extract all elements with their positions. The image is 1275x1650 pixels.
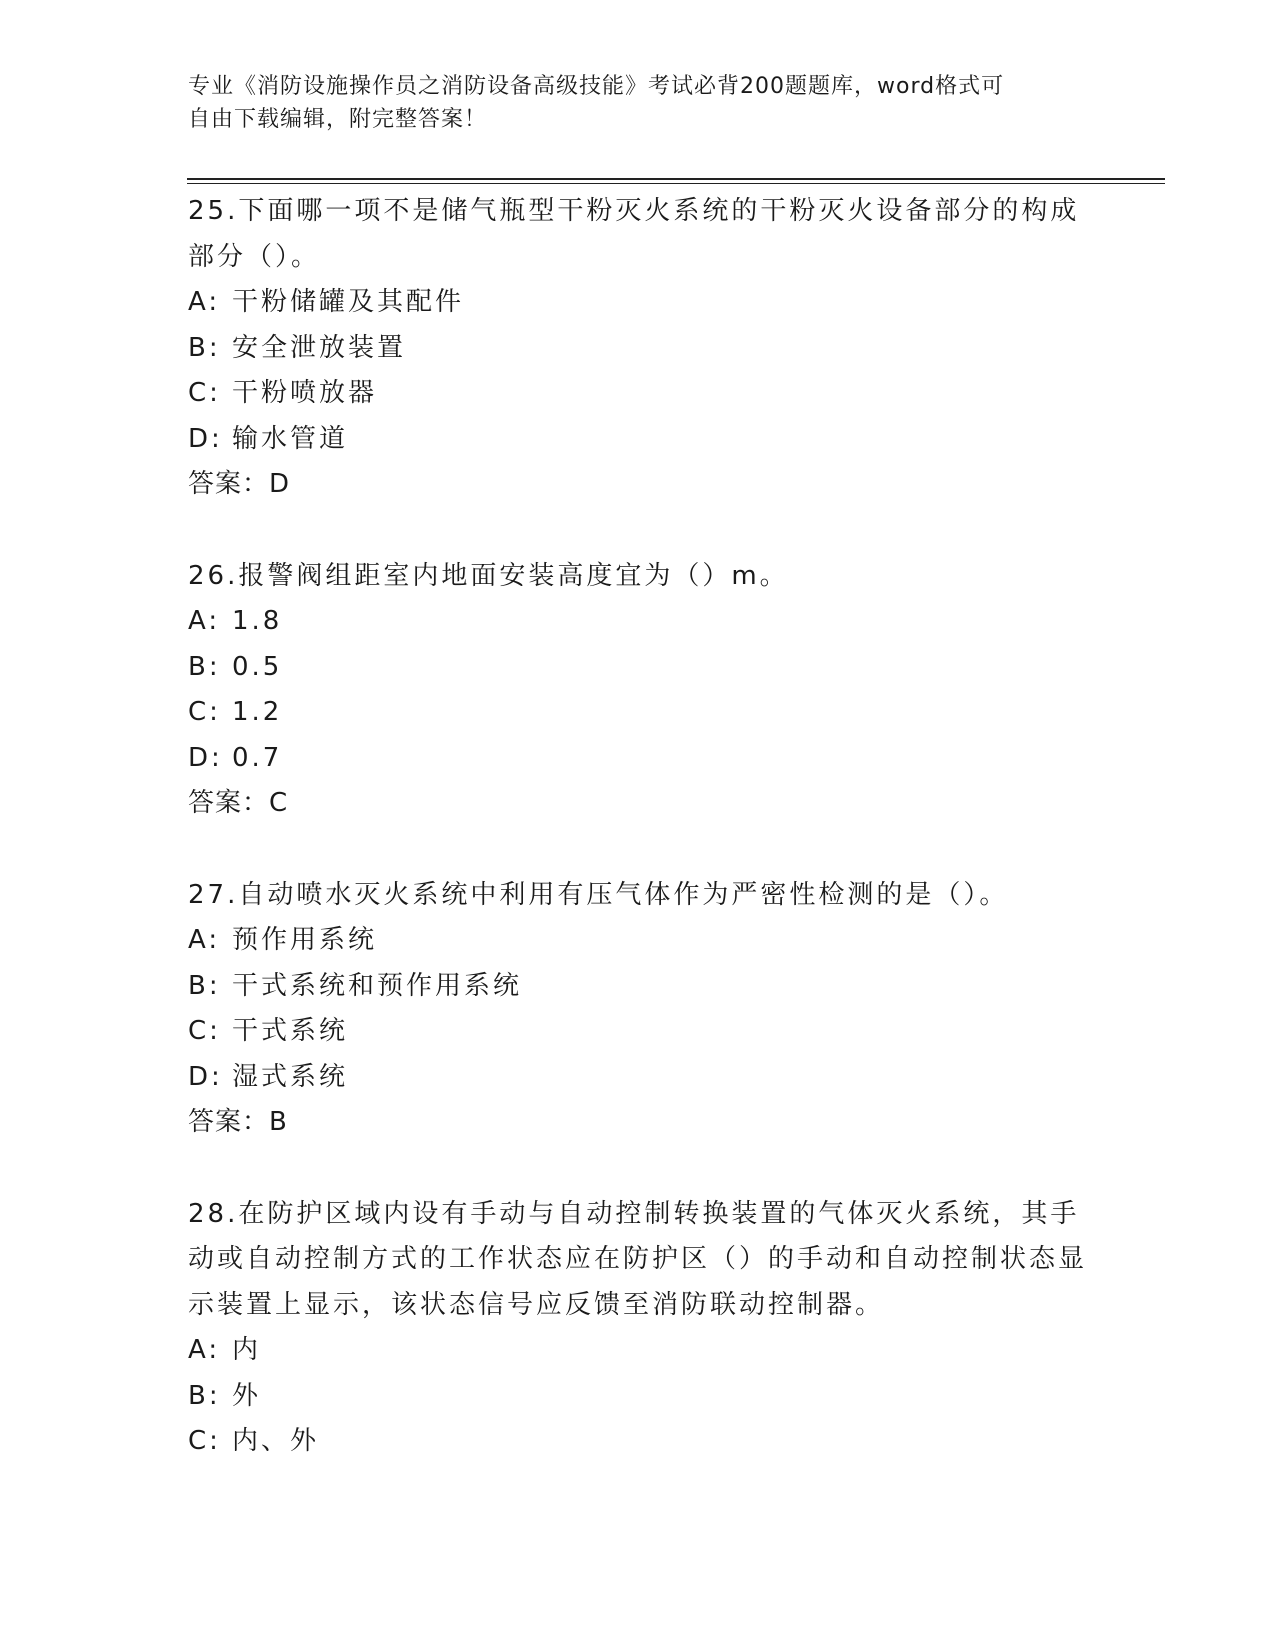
option-key: B: [188,332,221,363]
option-key: C: [188,1426,221,1456]
answer-line: 答案：C [188,788,289,818]
option-text: 预作用系统 [232,925,378,955]
option-b [188,1374,1088,1420]
option-b [188,964,1088,1010]
question-28 [188,1192,1088,1465]
option-key: C: [188,378,221,408]
header-divider-thick [187,178,1165,180]
question-stem: 26.报警阀组距室内地面安装高度宜为（）m。 [188,560,789,591]
option-b [188,645,1088,691]
option-text: 干式系统和预作用系统 [232,970,523,1001]
option-a [188,280,1088,326]
option-key: B: [188,651,221,682]
option-text: 干式系统 [232,1016,349,1046]
option-c [188,1009,1088,1055]
option-a [188,599,1088,645]
header-line-1: 专业《消防设施操作员之消防设备高级技能》考试必背200题题库，word格式可 [188,74,1005,99]
header-divider-thin [187,183,1165,184]
option-d [188,1055,1088,1101]
option-c [188,1419,1088,1465]
option-c [188,690,1088,736]
option-key: C: [188,697,221,727]
option-a [188,918,1088,964]
question-25 [188,189,1088,508]
option-key: C: [188,1016,221,1046]
option-key: A: [188,287,221,317]
answer-line: 答案：D [188,469,291,499]
option-text: 输水管道 [232,423,349,454]
option-a [188,1328,1088,1374]
option-d [188,417,1088,463]
option-b [188,326,1088,372]
answer-line: 答案：B [188,1107,288,1137]
option-text: 1.2 [232,697,283,727]
question-stem: 27.自动喷水灭火系统中利用有压气体作为严密性检测的是（）。 [188,879,1009,910]
option-key: A: [188,606,221,636]
option-text: 安全泄放装置 [232,332,407,363]
option-key: A: [188,925,221,955]
option-key: B: [188,1380,221,1411]
question-27 [188,873,1088,1146]
option-key: D: [188,1061,223,1092]
header-line-2: 自由下载编辑，附完整答案！ [188,107,488,132]
question-list [188,189,1088,1511]
option-key: D: [188,742,223,773]
document-header [188,70,1088,136]
option-key: A: [188,1335,221,1365]
option-key: B: [188,970,221,1001]
option-d [188,736,1088,782]
option-text: 干粉喷放器 [232,378,378,408]
question-stem: 25.下面哪一项不是储气瓶型干粉灭火系统的干粉灭火设备部分的构成部分（）。 [188,196,1080,272]
question-stem: 28.在防护区域内设有手动与自动控制转换装置的气体灭火系统，其手动或自动控制方式的工作状态应在防护区（）的手动和自动控制状态显示装置上显示，该状态信号应反馈至消防联动控制器。 [188,1198,1088,1320]
option-text: 0.5 [232,651,283,682]
question-26 [188,554,1088,827]
option-key: D: [188,423,223,454]
option-text: 内、外 [232,1426,320,1456]
option-text: 外 [232,1380,262,1411]
option-text: 湿式系统 [232,1061,349,1092]
option-text: 干粉储罐及其配件 [232,287,465,317]
option-c [188,371,1088,417]
option-text: 1.8 [232,606,283,636]
option-text: 内 [232,1335,262,1365]
option-text: 0.7 [232,742,283,773]
